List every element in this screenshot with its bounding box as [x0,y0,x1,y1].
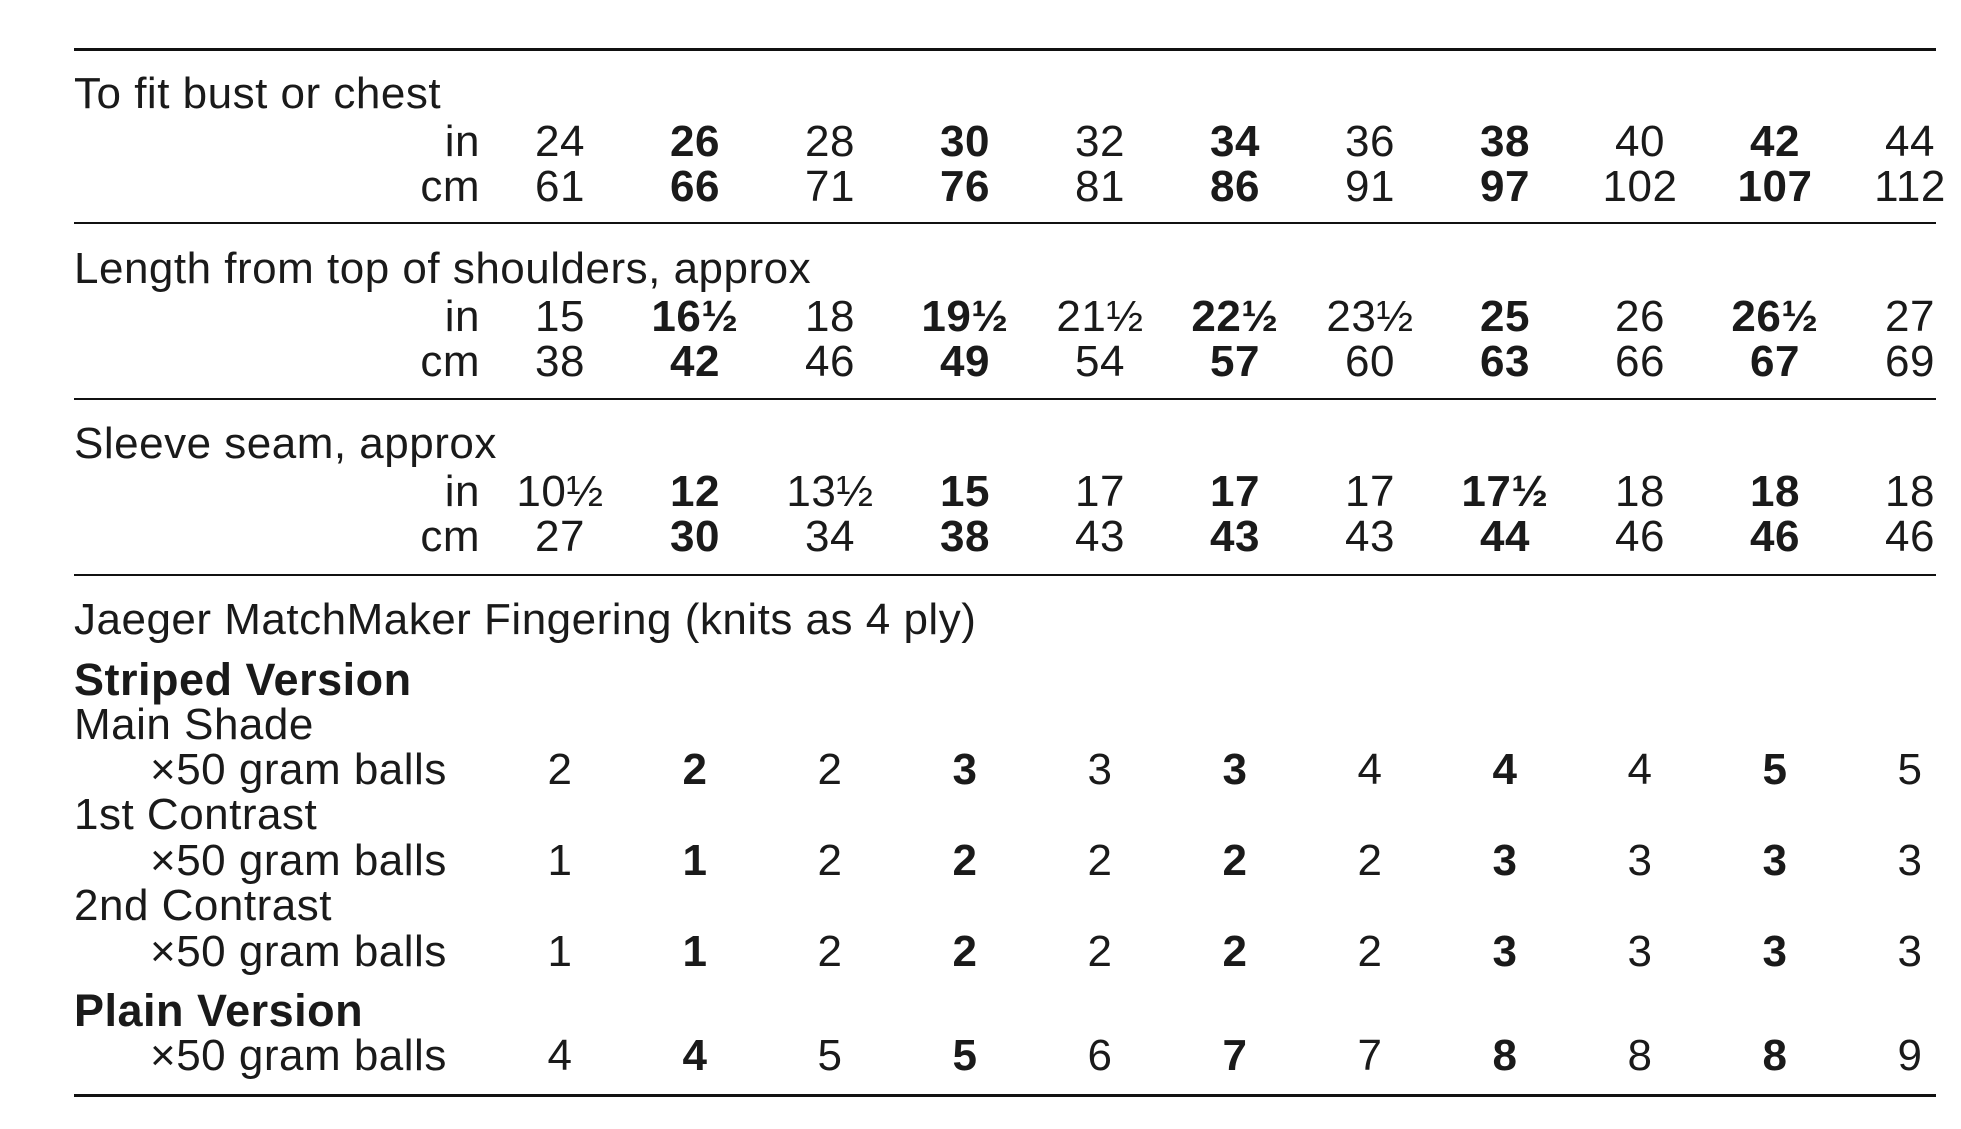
contrast1-value-6: 2 [1222,836,1248,885]
main-shade-unit: ×50 gram balls [150,745,447,794]
sleeve-in-value-7: 17 [1345,467,1395,516]
sizes-heading: To fit bust or chest [74,69,442,118]
contrast2-value-11: 3 [1897,927,1923,976]
plain-value-8: 8 [1492,1031,1518,1080]
length-cm-value-3: 46 [805,337,855,386]
length-cm-value-1: 38 [535,337,585,386]
contrast1-value-9: 3 [1627,836,1653,885]
contrast2-label: 2nd Contrast [74,881,332,930]
divider-sizes [74,222,1936,224]
main-shade-value-4: 3 [952,745,978,794]
contrast2-value-5: 2 [1087,927,1113,976]
sleeve-in-value-3: 13½ [786,467,874,516]
sizes-in-value-4: 30 [940,117,990,166]
divider-sleeve [74,574,1936,576]
bottom-rule [74,1094,1936,1097]
sizes-in-value-3: 28 [805,117,855,166]
length-in-value-6: 22½ [1191,292,1279,341]
contrast2-unit: ×50 gram balls [150,927,447,976]
contrast2-value-6: 2 [1222,927,1248,976]
sizes-cm-value-9: 102 [1602,162,1678,211]
contrast2-value-10: 3 [1762,927,1788,976]
plain-value-7: 7 [1357,1031,1383,1080]
length-cm-value-10: 67 [1750,337,1800,386]
main-shade-value-6: 3 [1222,745,1248,794]
contrast2-value-8: 3 [1492,927,1518,976]
contrast1-label: 1st Contrast [74,790,318,839]
sizes-in-value-9: 40 [1615,117,1665,166]
sleeve-cm-value-8: 44 [1480,512,1530,561]
length-in-value-8: 25 [1480,292,1530,341]
length-cm-value-7: 60 [1345,337,1395,386]
length-cm-value-4: 49 [940,337,990,386]
main-shade-value-9: 4 [1627,745,1653,794]
contrast1-value-2: 1 [682,836,708,885]
contrast1-value-5: 2 [1087,836,1113,885]
length-in-value-10: 26½ [1731,292,1819,341]
plain-value-3: 5 [817,1031,843,1080]
length-in-value-5: 21½ [1056,292,1144,341]
length-cm-value-6: 57 [1210,337,1260,386]
sleeve-in-value-9: 18 [1615,467,1665,516]
main-shade-value-1: 2 [547,745,573,794]
plain-value-10: 8 [1762,1031,1788,1080]
plain-version-title: Plain Version [74,985,364,1036]
striped-version-title: Striped Version [74,654,412,705]
sizes-in-value-5: 32 [1075,117,1125,166]
length-in-value-2: 16½ [651,292,739,341]
length-cm-value-8: 63 [1480,337,1530,386]
length-in-value-9: 26 [1615,292,1665,341]
main-shade-value-10: 5 [1762,745,1788,794]
main-shade-value-2: 2 [682,745,708,794]
sizes-in-value-8: 38 [1480,117,1530,166]
sizes-in-value-11: 44 [1885,117,1935,166]
plain-value-11: 9 [1897,1031,1923,1080]
sleeve-in-value-1: 10½ [516,467,604,516]
plain-value-5: 6 [1087,1031,1113,1080]
sizes-in-label: in [444,117,480,166]
sizes-in-value-7: 36 [1345,117,1395,166]
main-shade-value-8: 4 [1492,745,1518,794]
main-shade-label: Main Shade [74,700,314,749]
contrast1-value-3: 2 [817,836,843,885]
sleeve-in-value-10: 18 [1750,467,1800,516]
length-cm-value-2: 42 [670,337,720,386]
contrast1-value-7: 2 [1357,836,1383,885]
contrast2-value-3: 2 [817,927,843,976]
sleeve-in-value-5: 17 [1075,467,1125,516]
sizes-cm-label: cm [420,162,480,211]
length-cm-value-9: 66 [1615,337,1665,386]
length-in-value-7: 23½ [1326,292,1414,341]
sizes-in-value-6: 34 [1210,117,1260,166]
sleeve-in-value-6: 17 [1210,467,1260,516]
top-rule [74,48,1936,51]
sleeve-cm-value-5: 43 [1075,512,1125,561]
contrast2-value-7: 2 [1357,927,1383,976]
contrast1-value-10: 3 [1762,836,1788,885]
contrast2-value-1: 1 [547,927,573,976]
sleeve-cm-value-9: 46 [1615,512,1665,561]
plain-value-4: 5 [952,1031,978,1080]
plain-value-1: 4 [547,1031,573,1080]
length-in-value-11: 27 [1885,292,1935,341]
sizes-cm-value-1: 61 [535,162,585,211]
sleeve-cm-value-3: 34 [805,512,855,561]
sleeve-in-label: in [444,467,480,516]
plain-value-2: 4 [682,1031,708,1080]
main-shade-value-11: 5 [1897,745,1923,794]
length-heading: Length from top of shoulders, approx [74,244,812,293]
sizes-cm-value-4: 76 [940,162,990,211]
sizes-in-value-10: 42 [1750,117,1800,166]
sleeve-in-value-8: 17½ [1461,467,1549,516]
sleeve-in-value-4: 15 [940,467,990,516]
contrast1-unit: ×50 gram balls [150,836,447,885]
contrast1-value-4: 2 [952,836,978,885]
contrast2-value-4: 2 [952,927,978,976]
plain-value-9: 8 [1627,1031,1653,1080]
sizes-in-value-2: 26 [670,117,720,166]
sizes-cm-value-3: 71 [805,162,855,211]
length-in-value-4: 19½ [921,292,1009,341]
length-cm-value-11: 69 [1885,337,1935,386]
sizes-cm-value-5: 81 [1075,162,1125,211]
contrast1-value-8: 3 [1492,836,1518,885]
sleeve-cm-value-2: 30 [670,512,720,561]
sizes-cm-value-2: 66 [670,162,720,211]
length-in-value-1: 15 [535,292,585,341]
sizes-in-value-1: 24 [535,117,585,166]
sleeve-cm-value-6: 43 [1210,512,1260,561]
contrast1-value-1: 1 [547,836,573,885]
contrast2-value-2: 1 [682,927,708,976]
sleeve-cm-value-1: 27 [535,512,585,561]
sizes-cm-value-8: 97 [1480,162,1530,211]
sleeve-in-value-11: 18 [1885,467,1935,516]
sleeve-cm-value-7: 43 [1345,512,1395,561]
main-shade-value-5: 3 [1087,745,1113,794]
divider-length [74,398,1936,400]
length-in-label: in [444,292,480,341]
sleeve-heading: Sleeve seam, approx [74,419,497,468]
main-shade-value-7: 4 [1357,745,1383,794]
sleeve-cm-value-10: 46 [1750,512,1800,561]
sizes-cm-value-7: 91 [1345,162,1395,211]
plain-value-6: 7 [1222,1031,1248,1080]
sleeve-cm-value-4: 38 [940,512,990,561]
length-cm-value-5: 54 [1075,337,1125,386]
contrast2-value-9: 3 [1627,927,1653,976]
sleeve-cm-value-11: 46 [1885,512,1935,561]
sleeve-cm-label: cm [420,512,480,561]
main-shade-value-3: 2 [817,745,843,794]
sizes-cm-value-11: 112 [1874,162,1946,211]
plain-unit: ×50 gram balls [150,1031,447,1080]
sleeve-in-value-2: 12 [670,467,720,516]
length-cm-label: cm [420,337,480,386]
sizes-cm-value-6: 86 [1210,162,1260,211]
yarn-heading: Jaeger MatchMaker Fingering (knits as 4 ply) [74,595,977,644]
contrast1-value-11: 3 [1897,836,1923,885]
length-in-value-3: 18 [805,292,855,341]
sizes-cm-value-10: 107 [1737,162,1813,211]
